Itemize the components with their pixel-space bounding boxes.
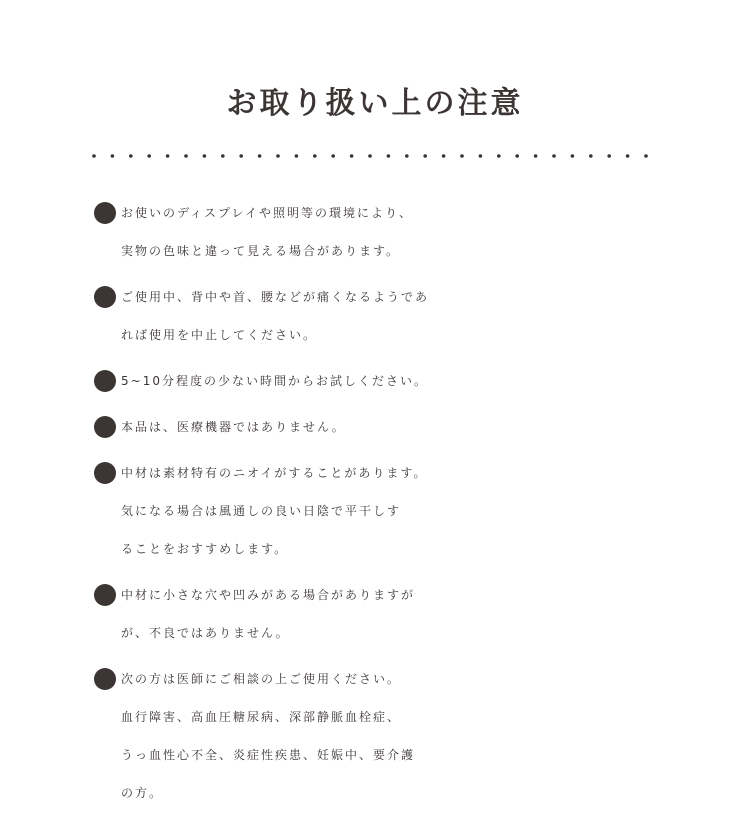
caution-text: 中材に小さな穴や凹みがある場合がありますが xyxy=(121,588,416,602)
divider-dot xyxy=(387,154,391,158)
divider-dot xyxy=(313,154,317,158)
caution-list xyxy=(92,194,652,820)
divider-dot xyxy=(258,154,262,158)
divider-dot xyxy=(423,154,427,158)
divider-dot xyxy=(368,154,372,158)
caution-text: ご使用中、背中や首、腰などが痛くなるようであ xyxy=(121,290,430,304)
divider-dot xyxy=(460,154,464,158)
caution-text: 中材は素材特有のニオイがすることがあります。 xyxy=(121,466,428,480)
divider-dot xyxy=(221,154,225,158)
caution-text: 実物の色味と違って見える場合があります。 xyxy=(121,244,401,258)
caution-text: の方。 xyxy=(121,786,164,800)
caution-text: が、不良ではありません。 xyxy=(121,626,290,640)
divider-dot xyxy=(552,154,556,158)
bullet-icon xyxy=(94,286,116,308)
divider-dot xyxy=(607,154,611,158)
divider-dot xyxy=(331,154,335,158)
caution-item xyxy=(92,408,652,446)
caution-item xyxy=(92,278,652,354)
bullet-icon xyxy=(94,668,116,690)
caution-item xyxy=(92,362,652,400)
divider-dot xyxy=(184,154,188,158)
caution-item xyxy=(92,660,652,812)
divider-dot xyxy=(497,154,501,158)
bullet-icon xyxy=(94,416,116,438)
caution-text: 本品は、医療機器ではありません。 xyxy=(121,420,346,434)
divider-dot xyxy=(92,154,96,158)
caution-text: 5~10分程度の少ない時間からお試しください。 xyxy=(121,374,428,388)
divider-dot xyxy=(350,154,354,158)
divider-dot xyxy=(644,154,648,158)
divider-dot xyxy=(515,154,519,158)
bullet-icon xyxy=(94,370,116,392)
caution-text: うっ血性心不全、炎症性疾患、妊娠中、要介護 xyxy=(121,748,416,762)
caution-text: 気になる場合は風通しの良い日陰で平干しす xyxy=(121,504,402,518)
divider-dot xyxy=(442,154,446,158)
divider-dot xyxy=(405,154,409,158)
bullet-icon xyxy=(94,462,116,484)
divider-dot xyxy=(203,154,207,158)
bullet-icon xyxy=(94,584,116,606)
divider-dot xyxy=(295,154,299,158)
divider-dot xyxy=(589,154,593,158)
caution-text: お使いのディスプレイや照明等の環境により、 xyxy=(121,206,413,220)
divider-dot xyxy=(479,154,483,158)
caution-item xyxy=(92,576,652,652)
divider-dot xyxy=(147,154,151,158)
caution-text: 血行障害、高血圧糖尿病、深部静脈血栓症、 xyxy=(121,710,402,724)
divider-dot xyxy=(166,154,170,158)
divider-dot xyxy=(534,154,538,158)
caution-text: 次の方は医師にご相談の上ご使用ください。 xyxy=(121,672,402,686)
page-title: お取り扱い上の注意 xyxy=(226,86,524,121)
caution-item xyxy=(92,194,652,270)
bullet-icon xyxy=(94,202,116,224)
divider-dot xyxy=(111,154,115,158)
caution-text: ることをおすすめします。 xyxy=(121,542,289,556)
dotted-divider xyxy=(92,150,648,162)
caution-item xyxy=(92,454,652,568)
caution-text: れば使用を中止してください。 xyxy=(121,328,318,342)
divider-dot xyxy=(626,154,630,158)
divider-dot xyxy=(276,154,280,158)
divider-dot xyxy=(129,154,133,158)
divider-dot xyxy=(571,154,575,158)
divider-dot xyxy=(239,154,243,158)
